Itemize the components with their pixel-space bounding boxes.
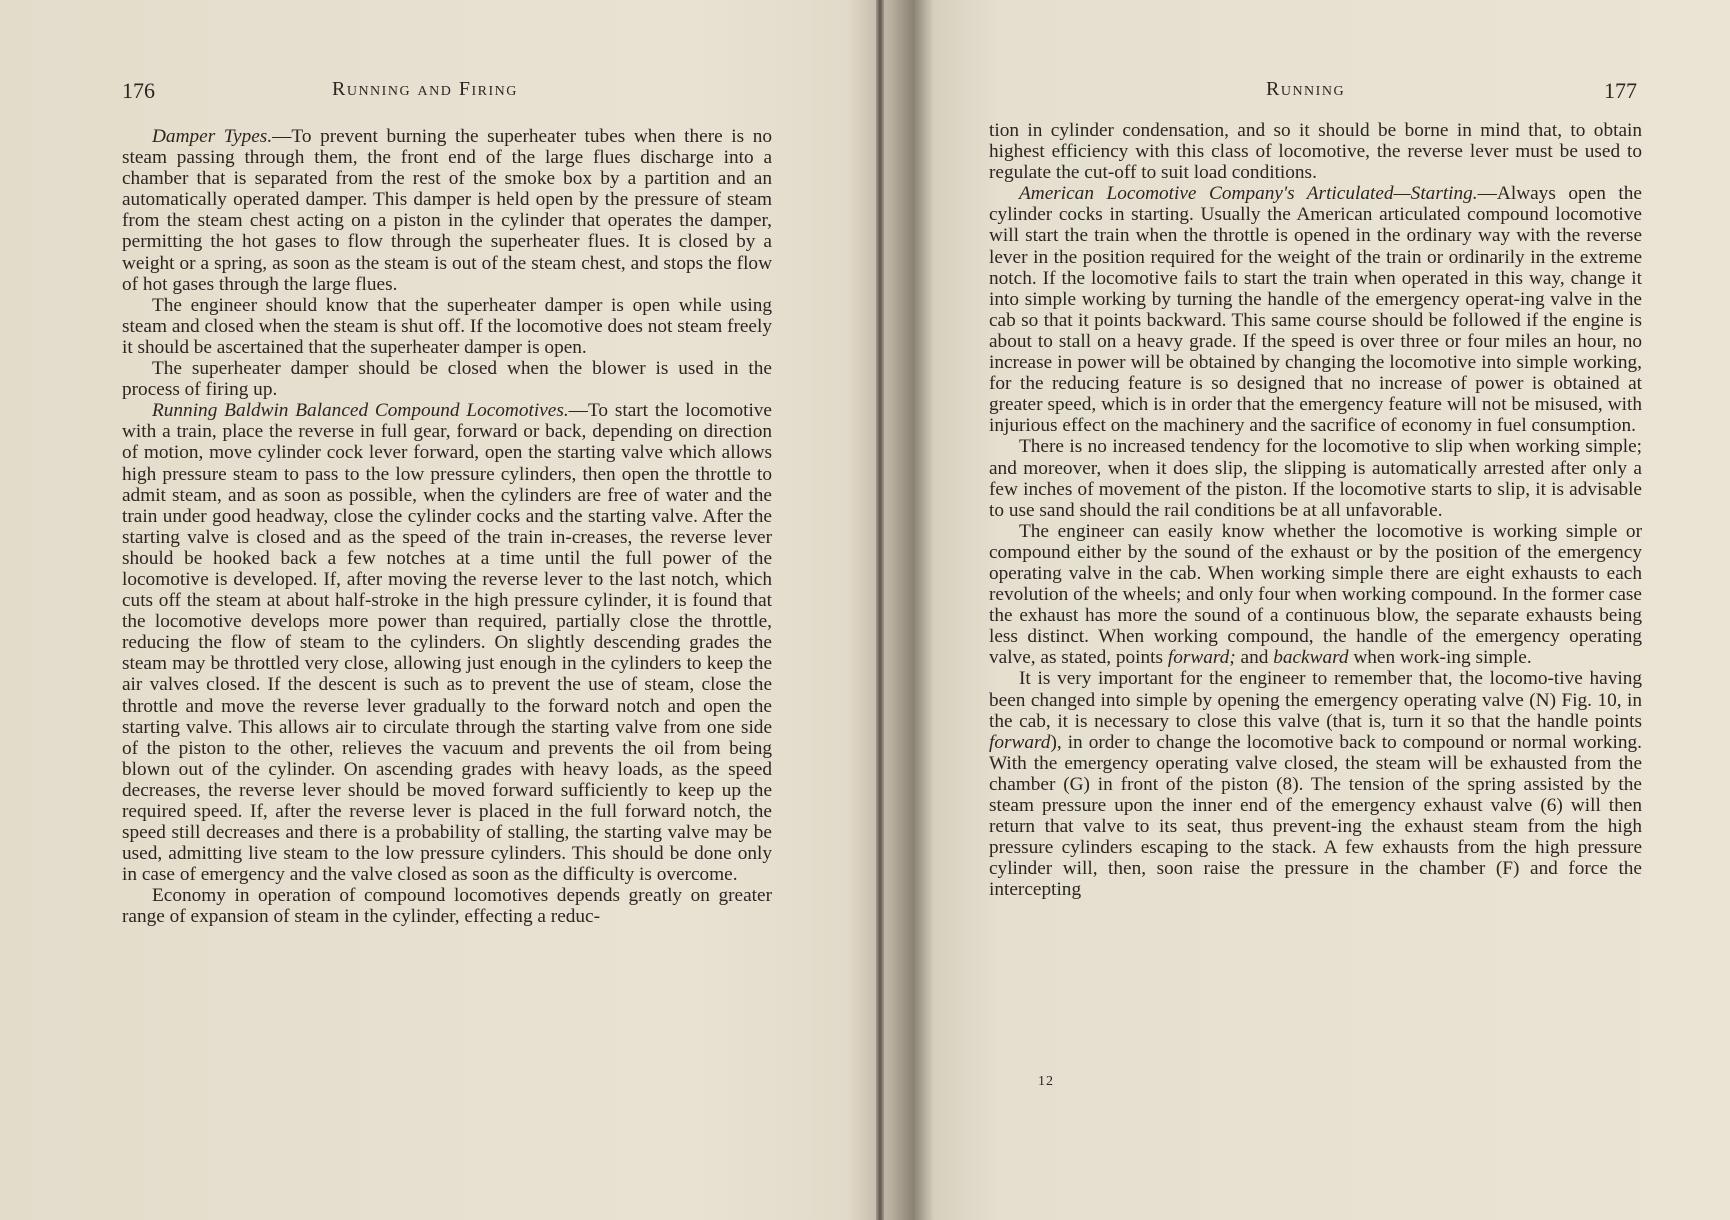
paragraph: tion in cylinder condensation, and so it should be borne in mind that, to obtain highest efficiency with this class of locomotive, the reverse lever must be used to regulate the cut-off to suit load conditions. bbox=[989, 120, 1642, 184]
section-title: American Locomotive Company's Articulated—Starting. bbox=[1019, 183, 1478, 205]
signature-mark: 12 bbox=[1038, 1074, 1054, 1089]
paragraph: The engineer should know that the superheater damper is open while using steam and closed when the steam is shut off. If the locomotive does not steam freely it should be ascertained that the superheater damper is open. bbox=[122, 294, 772, 358]
paragraph: Running Baldwin Balanced Compound Locomotives.—To start the locomotive with a train, place the reverse in full gear, forward or back, depending on direction of motion, move cylinder cock lever forward, open the starting valve which allows high pressure steam to pass to the low pressure cylinders, then open the throttle to admit steam, and as soon as possible, when the cylinders are free of water and the train under good headway, close the cylinder cocks and the starting valve. After the starting valve is closed and as the speed of the train in-creases, the reverse lever should be hooked back a few notches at a time until the full power of the locomotive is developed. If, after moving the reverse lever to the last notch, which cuts off the steam at about half-stroke in the high pressure cylinder, it is found that the locomotive develops more power than required, partially close the throttle, reducing the flow of steam to the cylinders. On slightly descending grades the steam may be throttled very close, allowing just enough in the cylinders to keep the air valves closed. If the descent is such as to prevent the use of steam, close the throttle and move the reverse lever gradually to the forward notch and open the starting valve. This allows air to circulate through the starting valve from one side of the piston to the other, relieves the vacuum and prevents the oil from being blown out of the cylinder. On ascending grades with heavy loads, as the speed decreases, the reverse lever should be moved forward sufficiently to keep up the required speed. If, after the reverse lever is placed in the full forward notch, the speed still decreases and there is a probability of stalling, the starting valve may be used, admitting live steam to the low pressure cylinders. This should be done only in case of emergency and the valve closed as soon as the difficulty is overcome. bbox=[122, 400, 772, 886]
body-text bbox=[989, 120, 1642, 900]
section-title: Damper Types. bbox=[152, 126, 273, 147]
paragraph: It is very important for the engineer to remember that, the locomo-tive having been changed into simple by opening the emergency operating valve (N) Fig. 10, in the cab, it is necessary to close this valve (that is, turn it so that the handle points forward), in order to change the locomotive back to compound or normal working. With the emergency operating valve closed, the steam will be exhausted from the chamber (G) in front of the piston (8). The tension of the spring assisted by the steam pressure upon the inner end of the emergency exhaust valve (6) will then return that valve to its seat, thus prevent-ing the exhaust steam from the high pressure cylinders escaping to the stack. A few exhausts from the high pressure cylinder will, then, soon raise the pressure in the chamber (F) and force the intercepting bbox=[989, 668, 1642, 901]
running-head: Running and Firing bbox=[332, 78, 518, 100]
paragraph: American Locomotive Company's Articulated—Starting.—Always open the cylinder cocks in starting. Usually the American articulated compound locomotive will start the train when the throttle is opened in the ordinary way with the reverse lever in the position required for the weight of the train or ordinarily in the extreme notch. If the locomotive fails to start the train when operated in this way, change it into simple working by turning the handle of the emergency operat-ing valve in the cab so that it points backward. This same course should be followed if the engine is about to stall on a heavy grade. If the speed is over three or four miles an hour, no increase in power will be obtained by changing the locomotive into simple working, for the reducing feature is so designed that no increase of power is obtained at greater speed, which is in order that the emergency feature will not be misused, with injurious effect on the machinery and the sacrifice of economy in fuel consumption. bbox=[989, 183, 1642, 437]
paragraph: Damper Types.—To prevent burning the superheater tubes when there is no steam passing through them, the front end of the large flues discharge into a chamber that is separated from the rest of the smoke box by a partition and an automatically operated damper. This damper is held open by the pressure of steam from the steam chest acting on a piston in the cylinder that operates the damper, permitting the hot gases to flow through the superheater flues. It is closed by a weight or a spring, as soon as the steam is out of the steam chest, and stops the flow of hot gases through the large flues. bbox=[122, 126, 772, 295]
section-title: Running Baldwin Balanced Compound Locomotives. bbox=[152, 400, 569, 422]
paragraph: Economy in operation of compound locomotives depends greatly on greater range of expansion of steam in the cylinder, effecting a reduc- bbox=[122, 885, 772, 928]
paragraph: The superheater damper should be closed when the blower is used in the process of firing up. bbox=[122, 358, 772, 401]
page-number: 176 bbox=[122, 78, 155, 103]
page-number: 177 bbox=[1604, 78, 1637, 103]
paragraph: There is no increased tendency for the locomotive to slip when working simple; and moreover, when it does slip, the slipping is automatically arrested after only a few inches of movement of the piston. If the locomotive starts to slip, it is advisable to use sand should the rail conditions be at all unfavorable. bbox=[989, 436, 1642, 521]
book-gutter bbox=[876, 0, 884, 1220]
body-text bbox=[122, 126, 772, 928]
right-page bbox=[884, 0, 1730, 1220]
running-head: Running bbox=[1266, 78, 1346, 100]
paragraph: The engineer can easily know whether the locomotive is working simple or compound either by the sound of the exhaust or by the position of the emergency operating valve in the cab. When working simple there are eight exhausts to each revolution of the wheels; and only four when working compound. In the former case the exhaust has more the sound of a continuous blow, the separate exhausts being less distinct. When working compound, the handle of the emergency operating valve, as stated, points forward; and backward when work-ing simple. bbox=[989, 520, 1642, 669]
